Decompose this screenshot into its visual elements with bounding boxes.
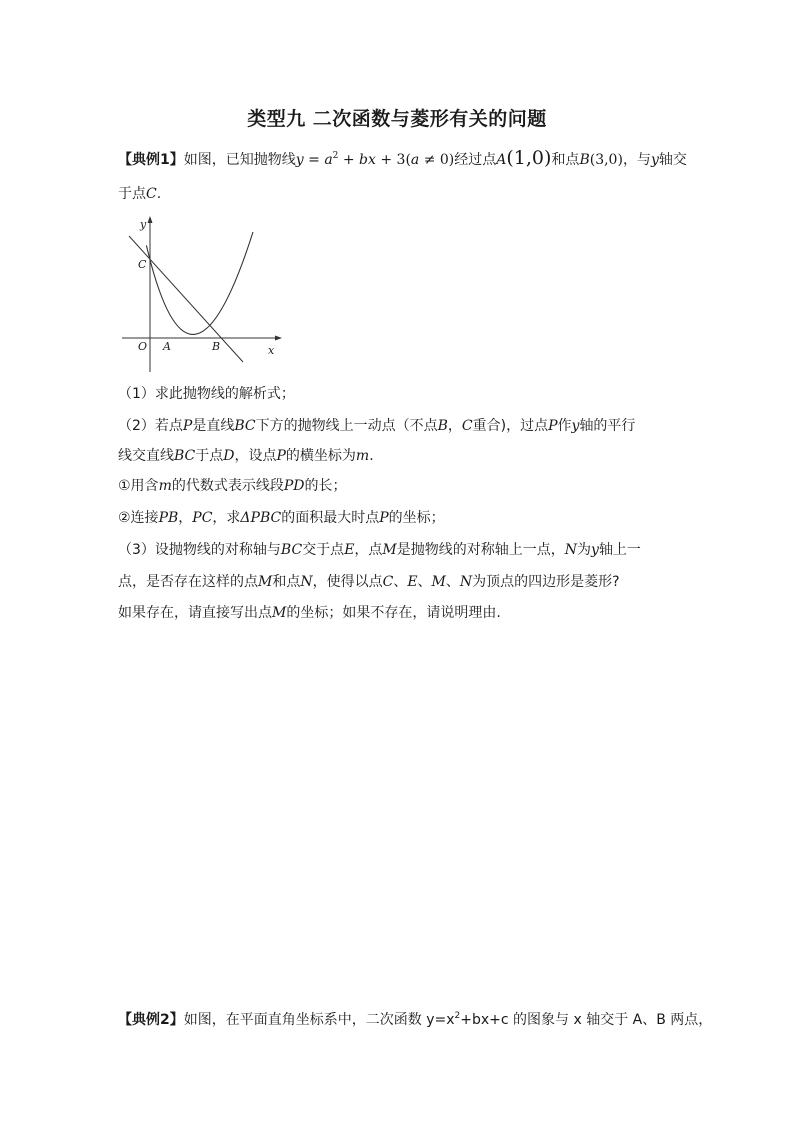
example1-tag: 【典例1】 [118, 152, 184, 168]
example2-intro: 【典例2】如图，在平面直角坐标系中，二次函数 $y=x^2+bx+c$ 的图象与 x 轴交于 A、B 两点， [118, 1011, 713, 1028]
question-3-line3: 如果存在，请直接写出点M的坐标；如果不存在，请说明理由. [118, 605, 501, 621]
x-axis-label: x [268, 344, 275, 357]
page-title: 类型九 二次函数与菱形有关的问题 [247, 108, 547, 130]
point-B-label: B [579, 152, 590, 168]
point-C-label: C [138, 258, 147, 271]
origin-label: O [138, 340, 148, 353]
question-2-part2: ②连接PB，PC，求ΔPBC的面积最大时点P的坐标； [118, 510, 445, 526]
question-3-line2: 点，是否存在这样的点M和点N，使得以点C、E、M、N为顶点的四边形是菱形? [118, 574, 620, 590]
point-B-figure-label: B [212, 340, 221, 353]
question-1: （1）求此抛物线的解析式； [118, 386, 295, 402]
y-axis-arrow [148, 216, 153, 223]
example1-intro-line1: 【典例1】如图，已知抛物线$y = a^2$ + bx + 3(a ≠ 0)经过点A(1,0)和点B(3,0)，与y轴交 [118, 147, 687, 169]
point-A-label: A [496, 152, 507, 168]
parabola-curve [146, 232, 253, 334]
y-axis-label: y [140, 218, 147, 231]
question-2-part1: ①用含m的代数式表示线段PD的长； [118, 478, 347, 494]
example1-intro-line2: 于点C. [118, 186, 162, 202]
question-2-line2: 线交直线BC于点D，设点P的横坐标为m. [118, 448, 374, 464]
x-axis-arrow [275, 336, 282, 341]
point-A-figure-label: A [163, 340, 171, 353]
parabola-figure [118, 210, 293, 380]
question-2-line1: （2）若点P是直线BC下方的抛物线上一动点（不点B，C重合)，过点P作y轴的平行 [118, 418, 636, 434]
question-3-line1: （3）设抛物线的对称轴与BC交于点E，点M是抛物线的对称轴上一点，N为y轴上一 [118, 542, 641, 558]
example2-tag: 【典例2】 [118, 1012, 184, 1028]
